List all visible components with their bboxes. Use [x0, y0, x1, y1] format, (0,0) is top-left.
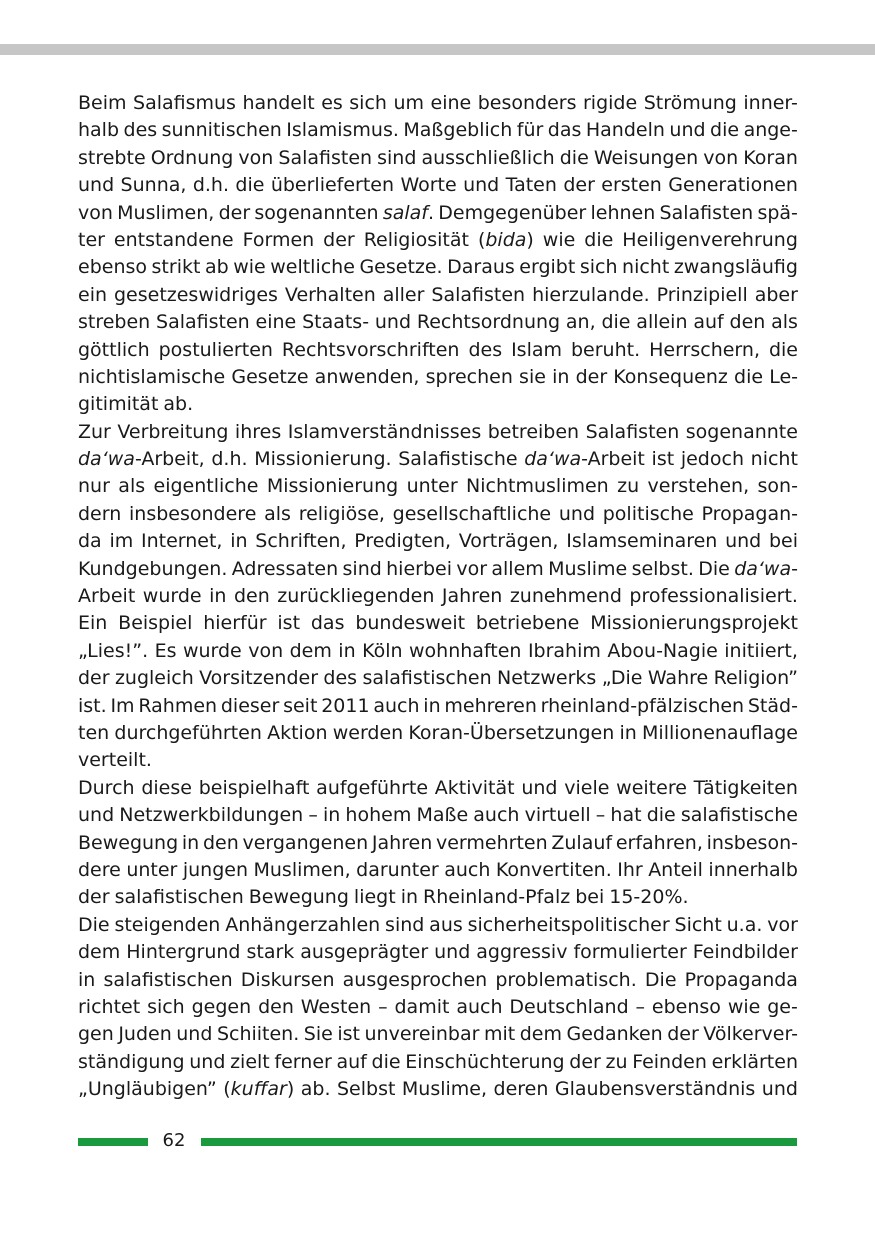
text-line: göttlich postulierten Rechtsvorschriften des Islam beruht. Herrschern, die	[78, 338, 798, 361]
text-line: da im Internet, in Schriften, Predigten, Vorträgen, Islamseminaren und bei	[78, 530, 798, 553]
text-line: ter entstandene Formen der Religiosität (bida) wie die Heiligenverehrung	[78, 228, 798, 251]
text-line: nichtislamische Gesetze anwenden, sprechen sie in der Konsequenz die Le-	[78, 365, 798, 388]
paragraph	[78, 912, 798, 1104]
text-line: halb des sunnitischen Islamismus. Maßgeblich für das Handeln und die ange-	[78, 119, 798, 142]
text-line: Die steigenden Anhängerzahlen sind aus sicherheitspolitischer Sicht u.a. vor	[78, 913, 798, 936]
text-line: Kundgebungen. Adressaten sind hierbei vor allem Muslime selbst. Die da‘wa-	[78, 557, 798, 580]
text-line: ein gesetzeswidriges Verhalten aller Salafisten hierzulande. Prinzipiell aber	[78, 283, 798, 306]
top-rule	[0, 44, 875, 55]
text-line: ten durchgeführten Aktion werden Koran-Übersetzungen in Millionenauflage	[78, 721, 798, 744]
page-number: 62	[162, 1130, 186, 1151]
text-line: in salafistischen Diskursen ausgesprochen problematisch. Die Propaganda	[78, 968, 798, 991]
text-line: Beim Salafismus handelt es sich um eine besonders rigide Strömung inner-	[78, 92, 798, 114]
text-line: dere unter jungen Muslimen, darunter auch Konvertiten. Ihr Anteil innerhalb	[78, 858, 798, 881]
text-line: streben Salafisten eine Staats- und Rechtsordnung an, die allein auf den als	[78, 311, 798, 334]
text-line: ebenso strikt ab wie weltliche Gesetze. Daraus ergibt sich nicht zwangsläufig	[78, 256, 798, 279]
text-line: von Muslimen, der sogenannten salaf. Demgegenüber lehnen Salafisten spä-	[78, 201, 798, 224]
paragraph	[78, 419, 798, 775]
text-line: „Ungläubigen” (kuffar) ab. Selbst Muslime, deren Glaubensverständnis und	[78, 1078, 798, 1101]
text-line: Zur Verbreitung ihres Islamverständnisses betreiben Salafisten sogenannte	[78, 420, 798, 443]
body-text	[78, 90, 798, 1103]
text-line: gen Juden und Schiiten. Sie ist unvereinbar mit dem Gedanken der Völkerver-	[78, 1023, 798, 1046]
paragraph	[78, 90, 798, 419]
paragraph	[78, 775, 798, 912]
text-line: dern insbesondere als religiöse, gesellschaftliche und politische Propagan-	[78, 502, 798, 525]
text-line: der salafistischen Bewegung liegt in Rheinland-Pfalz bei 15-20%.	[78, 886, 689, 909]
text-line: Bewegung in den vergangenen Jahren vermehrten Zulauf erfahren, insbeson-	[78, 831, 798, 854]
text-line: gitimität ab.	[78, 393, 194, 416]
text-line: Arbeit wurde in den zurückliegenden Jahren zunehmend professionalisiert.	[78, 585, 798, 608]
text-line: ständigung und zielt ferner auf die Einschüchterung der zu Feinden erklärten	[78, 1050, 798, 1073]
footer-rule-right	[201, 1138, 797, 1146]
text-line: verteilt.	[78, 749, 152, 772]
text-line: und Sunna, d.h. die überlieferten Worte und Taten der ersten Generationen	[78, 174, 798, 197]
text-line: der zugleich Vorsitzender des salafistischen Netzwerks „Die Wahre Religion”	[78, 667, 798, 690]
text-line: „Lies!”. Es wurde von dem in Köln wohnhaften Ibrahim Abou-Nagie initiiert,	[78, 639, 798, 662]
text-line: da‘wa-Arbeit, d.h. Missionierung. Salafistische da‘wa-Arbeit ist jedoch nicht	[78, 448, 798, 471]
text-line: nur als eigentliche Missionierung unter Nichtmuslimen zu verstehen, son-	[78, 475, 798, 498]
footer-rule-left	[78, 1138, 148, 1146]
text-line: Ein Beispiel hierfür ist das bundesweit betriebene Missionierungsprojekt	[78, 612, 798, 635]
text-line: Durch diese beispielhaft aufgeführte Aktivität und viele weitere Tätigkeiten	[78, 776, 798, 799]
text-line: dem Hintergrund stark ausgeprägter und aggressiv formulierter Feindbilder	[78, 941, 798, 964]
text-line: ist. Im Rahmen dieser seit 2011 auch in mehreren rheinland-pfälzischen Städ-	[78, 694, 798, 717]
text-line: strebte Ordnung von Salafisten sind ausschließlich die Weisungen von Koran	[78, 146, 798, 169]
text-line: richtet sich gegen den Westen – damit auch Deutschland – ebenso wie ge-	[78, 995, 798, 1018]
text-line: und Netzwerkbildungen – in hohem Maße auch virtuell – hat die salafistische	[78, 804, 798, 827]
